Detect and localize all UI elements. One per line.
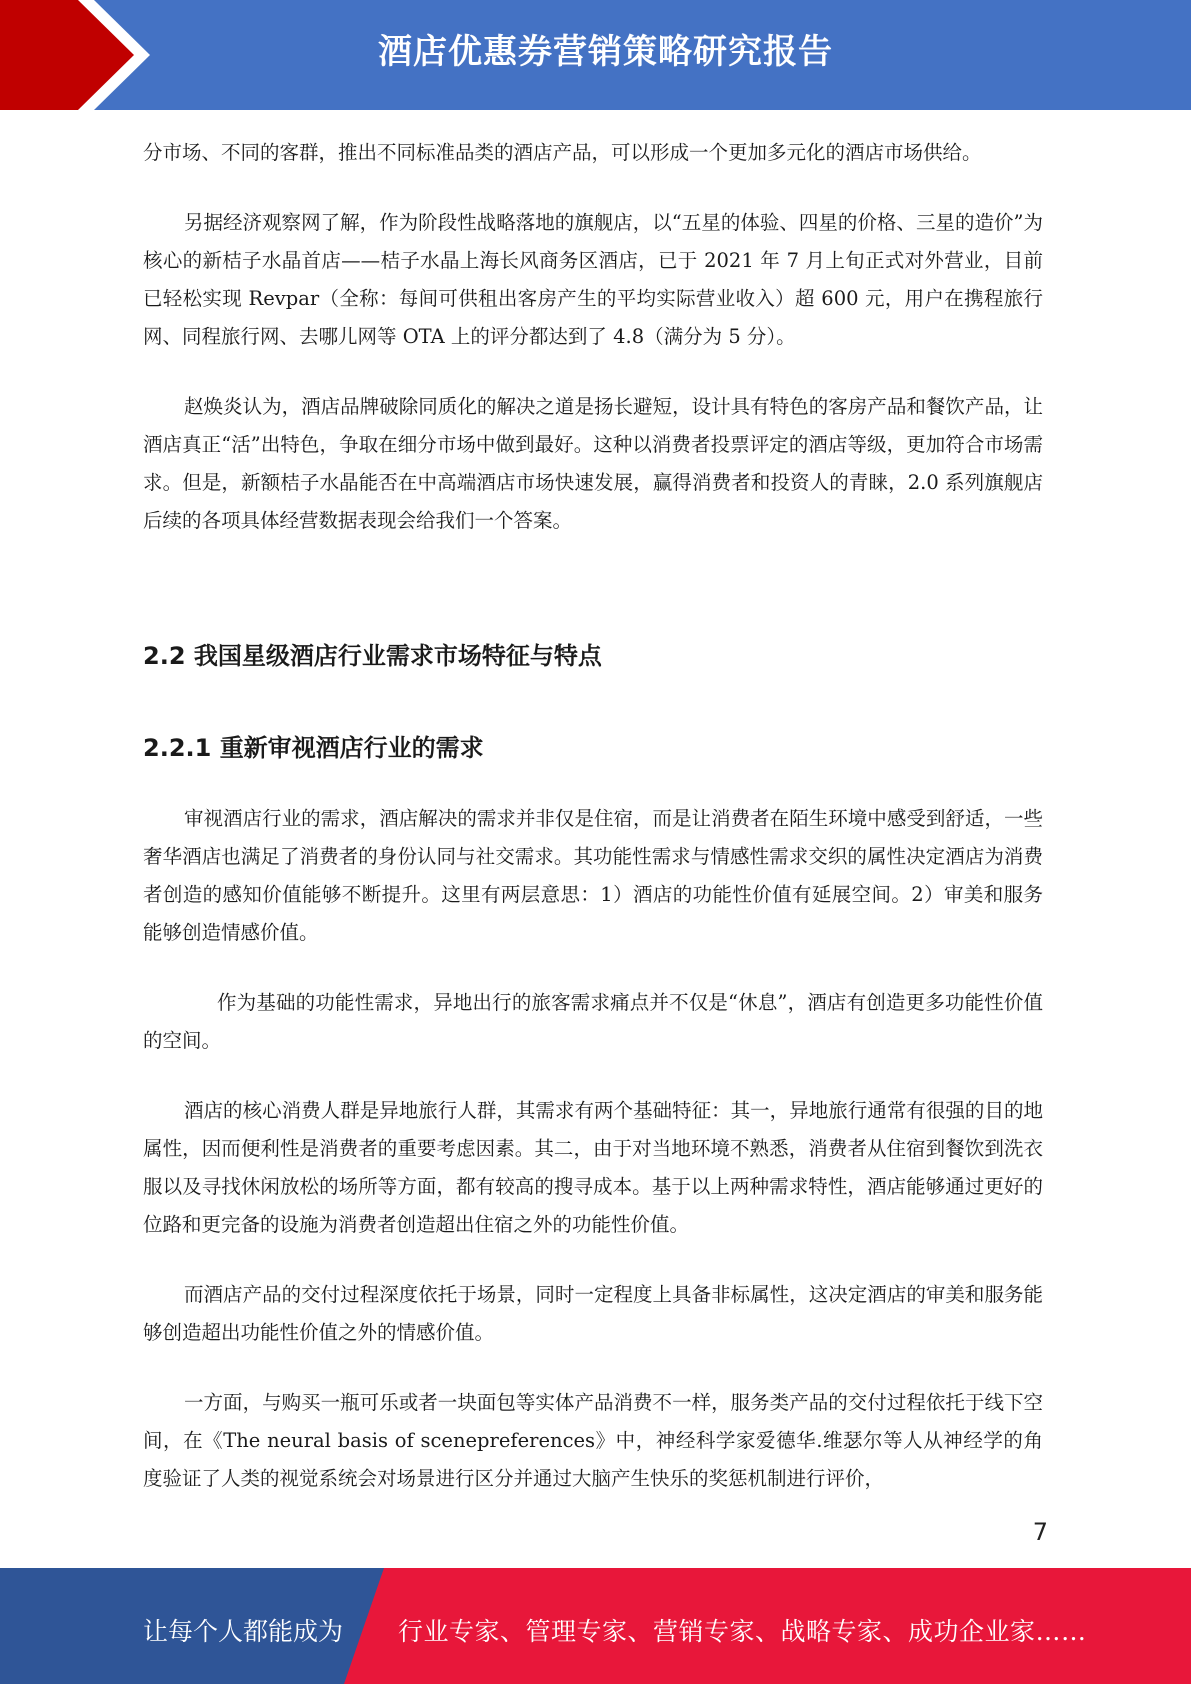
page-footer bbox=[0, 1568, 1191, 1684]
paragraph: 另据经济观察网了解，作为阶段性战略落地的旗舰店，以“五星的体验、四星的价格、三星的造价”为核心的新桔子水晶首店——桔子水晶上海长风商务区酒店，已于 2021 年 7 月上旬正式对外营业，目前已轻松实现 Revpar（全称：每间可供租出客房产生的平均实际营业收入）超 600 元，用户在携程旅行网、同程旅行网、去哪儿网等 OTA 上的评分都达到了 4.8（满分为 5 分）。 bbox=[143, 211, 1043, 348]
footer-slogan-right: 行业专家、管理专家、营销专家、战略专家、成功企业家…… bbox=[398, 1617, 1087, 1646]
page-header bbox=[0, 0, 1191, 110]
document-title: 酒店优惠券营销策略研究报告 bbox=[378, 32, 833, 72]
paragraph: 作为基础的功能性需求，异地出行的旅客需求痛点并不仅是“休息”，酒店有创造更多功能性价值的空间。 bbox=[143, 991, 1043, 1052]
paragraph: 而酒店产品的交付过程深度依托于场景，同时一定程度上具备非标属性，这决定酒店的审美和服务能够创造超出功能性价值之外的情感价值。 bbox=[143, 1283, 1043, 1344]
section-heading: 2.2 我国星级酒店行业需求市场特征与特点 bbox=[143, 642, 602, 670]
paragraph: 酒店的核心消费人群是异地旅行人群，其需求有两个基础特征：其一，异地旅行通常有很强的目的地属性，因而便利性是消费者的重要考虑因素。其二，由于对当地环境不熟悉，消费者从住宿到餐饮到洗衣服以及寻找休闲放松的场所等方面，都有较高的搜寻成本。基于以上两种需求特性，酒店能够通过更好的位路和更完备的设施为消费者创造超出住宿之外的功能性价值。 bbox=[143, 1099, 1043, 1236]
paragraph: 审视酒店行业的需求，酒店解决的需求并非仅是住宿，而是让消费者在陌生环境中感受到舒适，一些奢华酒店也满足了消费者的身份认同与社交需求。其功能性需求与情感性需求交织的属性决定酒店为消费者创造的感知价值能够不断提升。这里有两层意思：1）酒店的功能性价值有延展空间。2）审美和服务能够创造情感价值。 bbox=[143, 807, 1043, 944]
subsection-heading: 2.2.1 重新审视酒店行业的需求 bbox=[143, 734, 484, 762]
page-content bbox=[143, 134, 1043, 540]
paragraph: 分市场、不同的客群，推出不同标准品类的酒店产品，可以形成一个更加多元化的酒店市场供给。 bbox=[143, 141, 982, 164]
page-number: 7 bbox=[1032, 1518, 1048, 1546]
paragraph: 一方面，与购买一瓶可乐或者一块面包等实体产品消费不一样，服务类产品的交付过程依托于线下空间，在《The neural basis of scenepreferences》中，神经科学家爱德华.维瑟尔等人从神经学的角度验证了人类的视觉系统会对场景进行区分并通过大脑产生快乐的奖惩机制进行评价， bbox=[143, 1391, 1043, 1490]
footer-slogan-left: 让每个人都能成为 bbox=[143, 1617, 344, 1646]
page-content-lower bbox=[143, 800, 1043, 1498]
paragraph: 赵焕炎认为，酒店品牌破除同质化的解决之道是扬长避短，设计具有特色的客房产品和餐饮产品，让酒店真正“活”出特色，争取在细分市场中做到最好。这种以消费者投票评定的酒店等级，更加符合市场需求。但是，新额桔子水晶能否在中高端酒店市场快速发展，赢得消费者和投资人的青睐，2.0 系列旗舰店后续的各项具体经营数据表现会给我们一个答案。 bbox=[143, 395, 1043, 532]
